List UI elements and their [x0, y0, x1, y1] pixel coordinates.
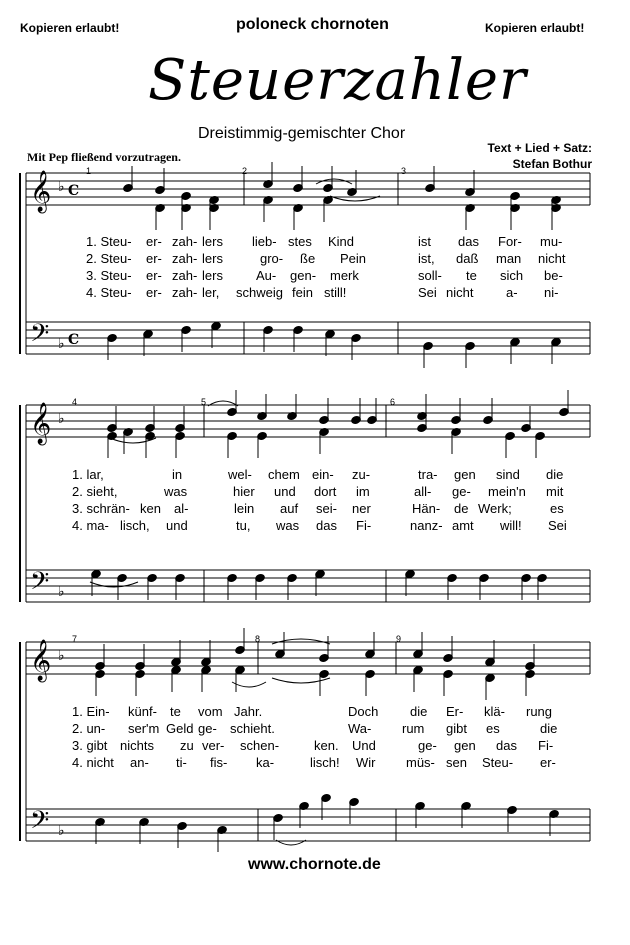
lyric-syllable: soll- — [418, 268, 442, 283]
lyric-syllable: ge- — [452, 484, 471, 499]
lyric-syllable: mein'n — [488, 484, 526, 499]
lyric-syllable: müs- — [406, 755, 435, 770]
lyric-syllable: dort — [314, 484, 337, 499]
lyric-syllable: er- — [146, 251, 162, 266]
lyric-syllable: vom — [198, 704, 223, 719]
lyric-syllable: Jahr. — [234, 704, 263, 719]
measure-number: 2 — [242, 166, 248, 176]
lyric-syllable: nanz- — [410, 518, 443, 533]
lyric-syllable: nicht — [446, 285, 474, 300]
flat-sign-icon: ♭ — [58, 411, 65, 427]
lyric-syllable: Kind — [328, 234, 355, 249]
credit-line-1: Text + Lied + Satz: — [487, 141, 592, 155]
lyric-syllable: Sei — [418, 285, 437, 300]
lyric-syllable: 3. gibt — [72, 738, 108, 753]
lyric-syllable: rum — [402, 721, 425, 736]
lyric-syllable: ner — [352, 501, 371, 516]
lyric-syllable: be- — [544, 268, 563, 283]
lyric-syllable: gen — [454, 467, 476, 482]
lyric-syllable: ti- — [176, 755, 187, 770]
lyric-syllable: er- — [146, 268, 162, 283]
lyric-syllable: nicht — [538, 251, 566, 266]
lyric-syllable: tra- — [418, 467, 438, 482]
lyric-syllable: sei- — [316, 501, 337, 516]
measure-number: 6 — [390, 397, 396, 407]
lyric-syllable: schen- — [240, 738, 280, 753]
lyric-syllable: die — [546, 467, 564, 482]
flat-sign-icon: ♭ — [58, 823, 65, 839]
lyric-syllable: wel- — [228, 467, 252, 482]
lyric-syllable: Werk; — [478, 501, 512, 516]
lyric-syllable: 4. nicht — [72, 755, 114, 770]
lyric-syllable: chem — [268, 467, 300, 482]
lyric-syllable: es — [550, 501, 564, 516]
lyric-syllable: das — [458, 234, 479, 249]
lyric-syllable: a- — [506, 285, 518, 300]
lyric-syllable: still! — [324, 285, 347, 300]
lyric-syllable: das — [316, 518, 337, 533]
lyric-syllable: ka- — [256, 755, 275, 770]
lyric-syllable: ße — [300, 251, 316, 266]
lyric-syllable: 4. Steu- — [86, 285, 132, 300]
lyric-syllable: ist — [418, 234, 431, 249]
measure-number: 9 — [396, 634, 402, 644]
lyric-syllable: Au- — [256, 268, 277, 283]
footer-website: www.chornote.de — [248, 856, 381, 873]
lyric-syllable: al- — [174, 501, 189, 516]
lyric-syllable: mu- — [540, 234, 563, 249]
lyric-syllable: merk — [330, 268, 359, 283]
lyric-syllable: gen — [454, 738, 476, 753]
lyric-syllable: gibt — [446, 721, 467, 736]
lyric-syllable: das — [496, 738, 517, 753]
lyric-syllable: ser'm — [128, 721, 160, 736]
lyric-syllable: was — [164, 484, 188, 499]
lyric-syllable: sind — [496, 467, 520, 482]
lyric-syllable: gro- — [260, 251, 284, 266]
lyric-syllable: Und — [352, 738, 376, 753]
measure-number: 1 — [86, 166, 92, 176]
lyric-syllable: fein — [292, 285, 313, 300]
lyric-syllable: nichts — [120, 738, 154, 753]
lyric-syllable: 1. Steu- — [86, 234, 132, 249]
lyric-syllable: 1. lar, — [72, 467, 104, 482]
lyric-syllable: te — [170, 704, 181, 719]
lyric-syllable: zah- — [172, 268, 198, 283]
tie — [272, 678, 330, 683]
lyric-syllable: Wir — [356, 755, 376, 770]
lyric-syllable: Steu- — [482, 755, 514, 770]
lyric-syllable: ler, — [202, 285, 220, 300]
lyric-syllable: lisch! — [310, 755, 340, 770]
lyric-syllable: For- — [498, 234, 522, 249]
lyric-syllable: daß — [456, 251, 479, 266]
lyric-syllable: er- — [540, 755, 556, 770]
lyric-syllable: man — [496, 251, 522, 266]
measure-number: 3 — [401, 166, 407, 176]
lyric-syllable: sich — [500, 268, 524, 283]
copy-permission-left: Kopieren erlaubt! — [20, 21, 120, 35]
lyric-syllable: de — [454, 501, 469, 516]
lyric-syllable: zu — [180, 738, 194, 753]
lyric-syllable: hier — [233, 484, 255, 499]
clef-icon: 𝄢 — [30, 567, 50, 602]
lyric-syllable: tu, — [236, 518, 251, 533]
lyric-syllable: ken. — [314, 738, 339, 753]
lyric-syllable: und — [166, 518, 188, 533]
lyric-syllable: Fi- — [538, 738, 554, 753]
lyric-syllable: rung — [526, 704, 553, 719]
lyric-syllable: lers — [202, 268, 223, 283]
lyric-syllable: 1. Ein- — [72, 704, 110, 719]
lyric-syllable: Wa- — [348, 721, 372, 736]
lyric-syllable: stes — [288, 234, 312, 249]
lyric-syllable: 2. Steu- — [86, 251, 132, 266]
lyric-syllable: lers — [202, 251, 223, 266]
lyric-syllable: gen- — [290, 268, 317, 283]
lyric-syllable: will! — [500, 518, 522, 533]
measure-number: 7 — [72, 634, 78, 644]
lyric-syllable: lisch, — [120, 518, 150, 533]
song-title: Steuerzahler — [148, 48, 527, 113]
lyric-syllable: klä- — [484, 704, 505, 719]
lyric-syllable: es — [486, 721, 500, 736]
lyric-syllable: lein — [234, 501, 255, 516]
lyric-syllable: 3. schrän- — [72, 501, 130, 516]
lyric-syllable: zu- — [352, 467, 371, 482]
lyric-syllable: auf — [280, 501, 299, 516]
copy-permission-right: Kopieren erlaubt! — [485, 21, 585, 35]
flat-sign-icon: ♭ — [58, 648, 65, 664]
lyric-syllable: 2. un- — [72, 721, 106, 736]
time-signature-icon: C — [68, 183, 80, 199]
lyric-syllable: ni- — [544, 285, 559, 300]
lyric-syllable: fis- — [210, 755, 228, 770]
clef-icon: 𝄞 — [30, 640, 52, 681]
flat-sign-icon: ♭ — [58, 336, 65, 352]
lyric-syllable: 4. ma- — [72, 518, 109, 533]
lyric-syllable: künf- — [128, 704, 157, 719]
time-signature-icon: C — [68, 332, 80, 348]
clef-icon: 𝄢 — [30, 319, 50, 354]
lyric-syllable: lieb- — [252, 234, 277, 249]
lyric-syllable: ge- — [418, 738, 437, 753]
lyric-syllable: schweig — [236, 285, 283, 300]
lyric-syllable: er- — [146, 285, 162, 300]
lyric-syllable: ge- — [198, 721, 217, 736]
clef-icon: 𝄞 — [30, 171, 52, 212]
credit-line-2: Stefan Bothur — [512, 157, 592, 171]
lyric-syllable: er- — [146, 234, 162, 249]
lyric-syllable: zah- — [172, 251, 198, 266]
lyric-syllable: lers — [202, 234, 223, 249]
lyric-syllable: die — [540, 721, 558, 736]
lyric-syllable: zah- — [172, 285, 198, 300]
measure-number: 4 — [72, 397, 78, 407]
lyric-syllable: zah- — [172, 234, 198, 249]
lyric-syllable: in — [172, 467, 183, 482]
lyric-syllable: Doch — [348, 704, 379, 719]
clef-icon: 𝄢 — [30, 806, 50, 841]
lyric-syllable: Pein — [340, 251, 367, 266]
lyric-syllable: mit — [546, 484, 564, 499]
song-subtitle: Dreistimmig-gemischter Chor — [198, 125, 406, 142]
publisher-name: poloneck chornoten — [236, 16, 389, 33]
lyric-syllable: schieht. — [230, 721, 275, 736]
lyric-syllable: die — [410, 704, 428, 719]
measure-number: 5 — [201, 397, 207, 407]
tie — [232, 682, 266, 687]
flat-sign-icon: ♭ — [58, 179, 65, 195]
lyric-syllable: und — [274, 484, 296, 499]
lyric-syllable: Fi- — [356, 518, 372, 533]
lyric-syllable: te — [466, 268, 477, 283]
lyric-syllable: sen — [446, 755, 467, 770]
tempo-marking: Mit Pep fließend vorzutragen. — [27, 150, 181, 164]
flat-sign-icon: ♭ — [58, 584, 65, 600]
lyric-syllable: was — [276, 518, 300, 533]
lyric-syllable: 3. Steu- — [86, 268, 132, 283]
lyric-syllable: im — [356, 484, 370, 499]
lyric-syllable: Er- — [446, 704, 464, 719]
lyric-syllable: amt — [452, 518, 474, 533]
lyric-syllable: ein- — [312, 467, 334, 482]
lyric-syllable: ver- — [202, 738, 225, 753]
measure-number: 8 — [255, 634, 261, 644]
lyric-syllable: 2. sieht, — [72, 484, 118, 499]
lyric-syllable: Hän- — [412, 501, 441, 516]
clef-icon: 𝄞 — [30, 403, 52, 444]
lyric-syllable: all- — [414, 484, 432, 499]
lyric-syllable: an- — [130, 755, 149, 770]
lyric-syllable: ken — [140, 501, 161, 516]
lyric-syllable: Sei — [548, 518, 567, 533]
lyric-syllable: Geld — [166, 721, 194, 736]
lyric-syllable: ist, — [418, 251, 435, 266]
